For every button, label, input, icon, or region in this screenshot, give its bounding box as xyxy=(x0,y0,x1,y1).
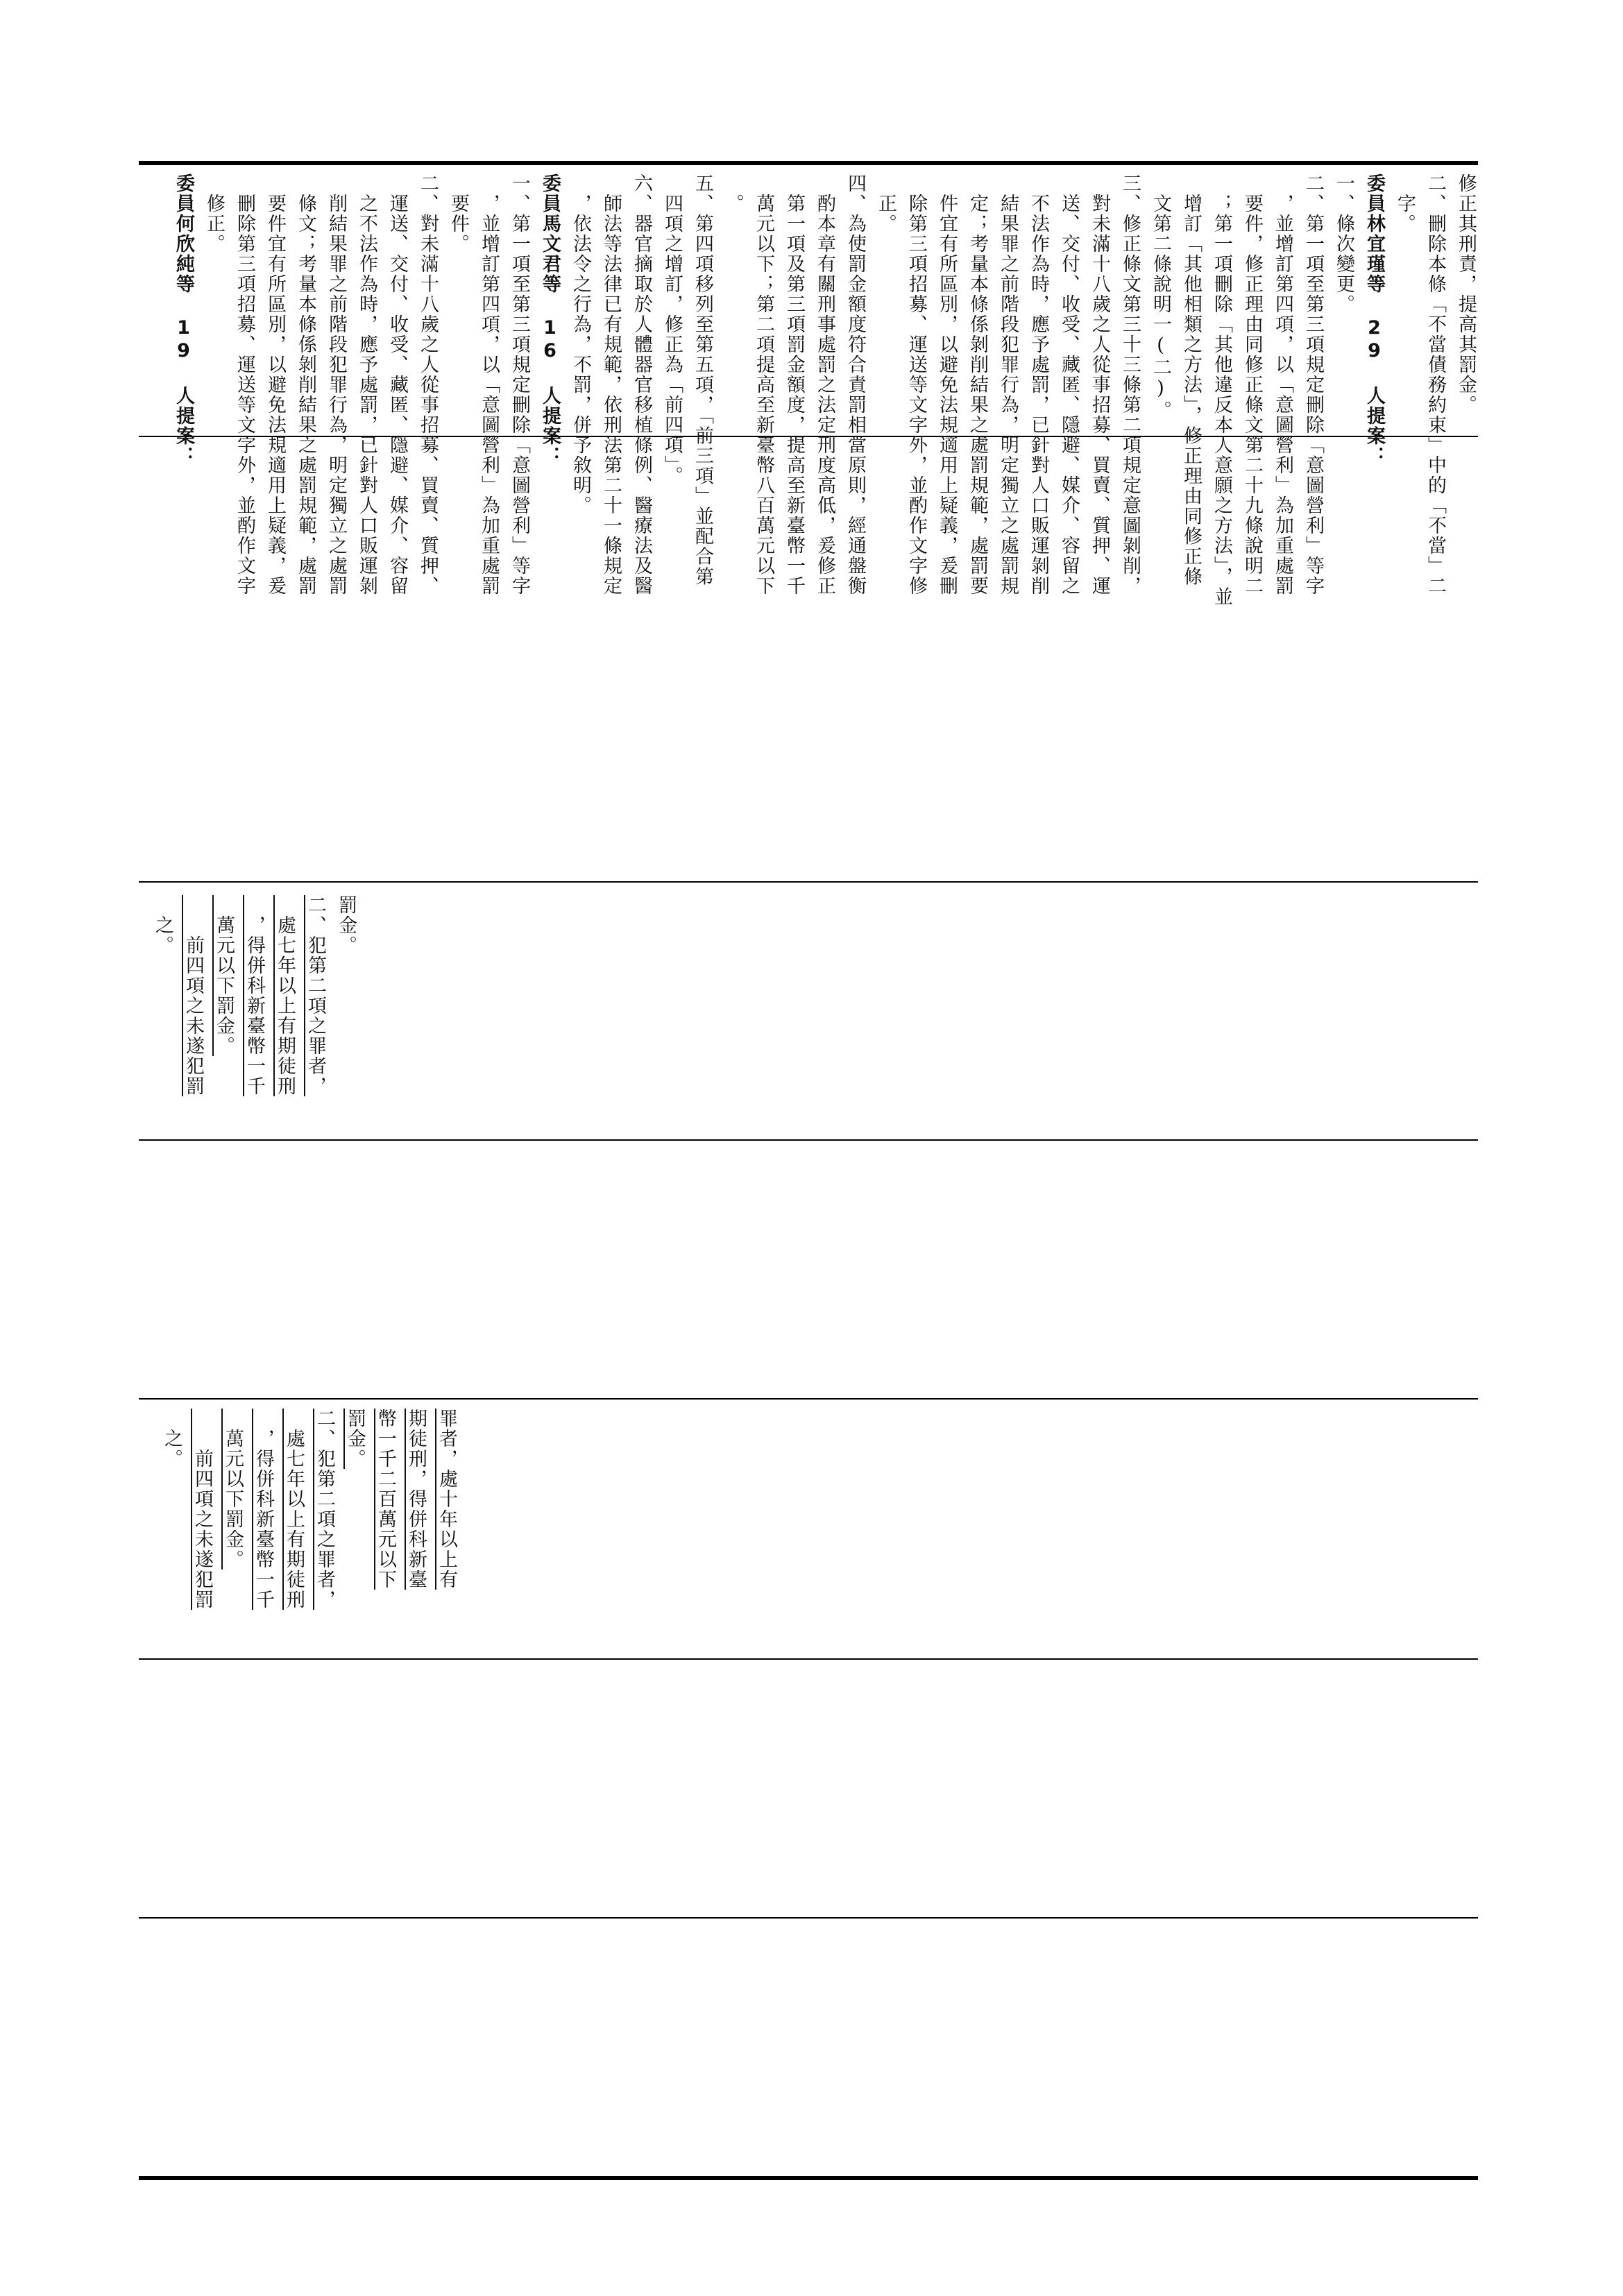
explanation-line: ；第一項刪除「其他違反本人意願之方法」，並 xyxy=(1211,173,1232,607)
explanation-line: 修正其刑責，提高其罰金。 xyxy=(1455,173,1477,415)
explanation-line: 師法等法律已有規範，依刑法第二十一條規定 xyxy=(600,173,622,596)
explanation-line: 刪除第三項招募、運送等文字外，並酌作文字 xyxy=(234,173,255,596)
explanation-line: ，並增訂第四項，以「意圖營利」為加重處罰 xyxy=(1272,173,1293,596)
explanation-line: 五、第四項移列至第五項，「前三項」並配合第 xyxy=(692,173,713,587)
current-law-line: 二、犯第二項之罪者， xyxy=(305,895,326,1096)
table-top-border xyxy=(139,161,1478,165)
proposed-text-line: 幣一千二百萬元以下 xyxy=(375,1409,396,1590)
row-divider-6 xyxy=(139,1917,1478,1919)
row-divider-4 xyxy=(139,1398,1478,1400)
current-law-line: 之。 xyxy=(152,895,173,955)
current-law-line: 前四項之未遂犯罰 xyxy=(182,895,204,1096)
explanation-line: 萬元以下；第二項提高至新臺幣八百萬元以下 xyxy=(753,173,774,596)
explanation-line: 二、第一項至第三項規定刪除「意圖營利」等字 xyxy=(1302,173,1324,596)
explanation-line: 一、第一項至第三項規定刪除「意圖營利」等字 xyxy=(509,173,530,596)
proposed-text-line: 罪者，處十年以上有 xyxy=(436,1409,457,1590)
explanation-line: 委員馬文君等 16 人提案： xyxy=(539,173,561,466)
explanation-line: 三、修正條文第三十三條第二項規定意圖剝削， xyxy=(1119,173,1141,596)
proposed-text-line: 前四項之未遂犯罰 xyxy=(192,1409,213,1610)
proposed-text-line: 之。 xyxy=(161,1409,182,1469)
explanation-line: 結果罪之前階段犯罪行為，明定獨立之處罰規 xyxy=(997,173,1019,596)
explanation-line: 要件。 xyxy=(448,173,469,254)
explanation-line: 六、器官摘取於人體器官移植條例、醫療法及醫 xyxy=(631,173,652,596)
row-divider-2 xyxy=(139,881,1478,883)
explanation-line: 定；考量本條係剝削結果之處罰規範，處罰要 xyxy=(967,173,988,596)
explanation-line: 除第三項招募、運送等文字外，並酌作文字修 xyxy=(906,173,927,596)
current-law-line: 萬元以下罰金。 xyxy=(213,895,235,1056)
proposed-text-line: 罰金。 xyxy=(344,1409,366,1469)
explanation-line: 委員何欣純等 19 人提案： xyxy=(173,173,194,466)
explanation-line: 件宜有所區別，以避免法規適用上疑義，爰刪 xyxy=(936,173,958,596)
explanation-line: 第一項及第三項罰金額度，提高至新臺幣一千 xyxy=(783,173,805,596)
explanation-line: 要件宜有所區別，以避免法規適用上疑義，爰 xyxy=(264,173,286,596)
explanation-line: 四、為使罰金額度符合責罰相當原則，經通盤衡 xyxy=(844,173,866,596)
proposed-text-line: ，得併科新臺幣一千 xyxy=(253,1409,274,1610)
explanation-line: 一、條次變更。 xyxy=(1333,173,1354,314)
proposed-text-line: 二、犯第二項之罪者， xyxy=(314,1409,335,1610)
explanation-column xyxy=(162,173,1481,607)
explanation-line: 委員林宜瑾等 29 人提案： xyxy=(1363,173,1385,466)
proposed-text-column xyxy=(142,1409,461,1644)
current-law-line: 處七年以上有期徒刑 xyxy=(274,895,296,1096)
proposed-text-line: 萬元以下罰金。 xyxy=(222,1409,244,1570)
current-law-line: ，得併科新臺幣一千 xyxy=(244,895,265,1096)
explanation-line: 削結果罪之前階段犯罪行為，明定獨立之處罰 xyxy=(325,173,347,596)
explanation-line: 文第二條說明一(二)。 xyxy=(1150,173,1171,420)
explanation-line: 酌本章有關刑事處罰之法定刑度高低，爰修正 xyxy=(814,173,835,596)
explanation-line: 字。 xyxy=(1394,173,1416,234)
current-law-column xyxy=(139,895,361,1131)
explanation-line: 增訂「其他相類之方法」，修正理由同修正條 xyxy=(1180,173,1202,587)
explanation-line: 修正。 xyxy=(203,173,225,254)
explanation-line: 要件，修正理由同修正條文第二十九條說明二 xyxy=(1241,173,1263,596)
explanation-line: 之不法作為時，應予處罰，已針對人口販運剝 xyxy=(356,173,377,596)
explanation-line: 送、交付、收受、藏匿、隱避、媒介、容留之 xyxy=(1058,173,1080,596)
table-bottom-border xyxy=(139,2176,1478,2180)
explanation-line: 運送、交付、收受、藏匿、隱避、媒介、容留 xyxy=(386,173,408,596)
explanation-line: 四項之增訂，修正為「前四項」。 xyxy=(661,173,683,486)
explanation-line: 正。 xyxy=(875,173,897,234)
explanation-line: 二、對未滿十八歲之人從事招募、買賣、質押、 xyxy=(417,173,439,596)
explanation-line: ，並增訂第四項，以「意圖營利」為加重處罰 xyxy=(478,173,500,596)
row-divider-3 xyxy=(139,1139,1478,1141)
explanation-line: 條文；考量本條係剝削結果之處罰規範，處罰 xyxy=(295,173,316,596)
row-divider-5 xyxy=(139,1658,1478,1660)
current-law-line: 罰金。 xyxy=(335,895,357,955)
explanation-line: 不法作為時，應予處罰，已針對人口販運剝削 xyxy=(1028,173,1049,596)
explanation-line: 。 xyxy=(722,173,744,214)
proposed-text-line: 處七年以上有期徒刑 xyxy=(283,1409,305,1610)
explanation-line: 二、刪除本條「不當債務約束」中的「不當」二 xyxy=(1425,173,1446,596)
explanation-line: ，依法令之行為，不罰，併予敘明。 xyxy=(570,173,591,516)
proposed-text-line: 期徒刑，得併科新臺 xyxy=(405,1409,427,1590)
explanation-line: 對未滿十八歲之人從事招募、買賣、質押、運 xyxy=(1089,173,1110,596)
